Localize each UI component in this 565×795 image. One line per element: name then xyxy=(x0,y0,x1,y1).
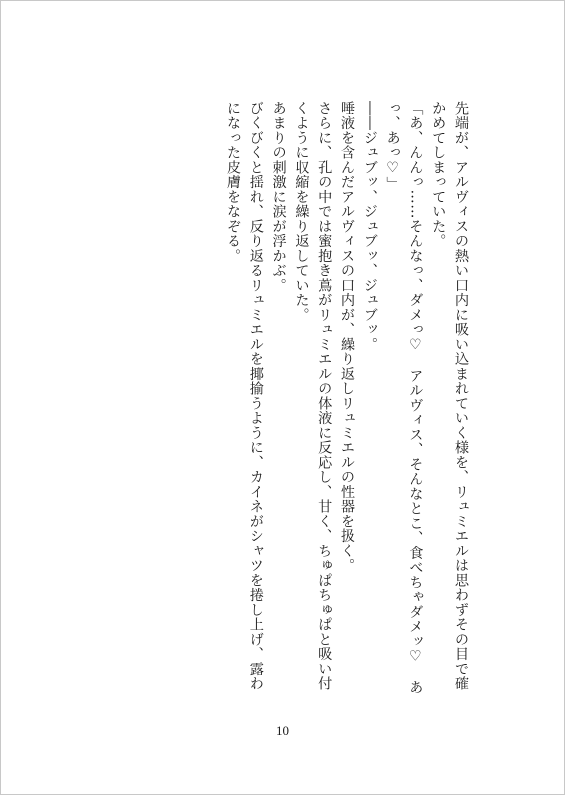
text-line: ――ジュブッ、ジュブッ、ジュブッ。 xyxy=(361,101,378,352)
vertical-text-body xyxy=(221,101,472,701)
text-line: 先端が、アルヴィスの熱い口内に吸い込まれていく様を、リュミエルは思わずその目で確 xyxy=(453,101,469,691)
text-line: かめてしまっていた。 xyxy=(430,101,447,249)
text-line: びくびくと揺れ、反り返るリュミエルを揶揄うように、カイネがシャツを捲し上げ、露わ xyxy=(247,101,264,691)
text-line: さらに、孔の中では蜜抱き蔦がリュミエルの体液に反応し、甘く、ちゅぱちゅぱと吸い付 xyxy=(316,101,333,691)
text-line: くように収縮を繰り返していた。 xyxy=(293,101,310,323)
page-number: 10 xyxy=(276,723,289,738)
text-line: 唾液を含んだアルヴィスの口内が、繰り返しリュミエルの性器を扱く。 xyxy=(339,101,356,573)
text-line: あまりの刺激に涙が浮かぶ。 xyxy=(270,101,287,293)
text-line: 「あ、んんっ……そんなっ、ダメっ♡ アルヴィス、そんなとこ、食べちゃダメッ♡ あ xyxy=(407,101,424,695)
text-line: になった皮膚をなぞる。 xyxy=(225,101,242,264)
text-line: っ、あっ♡」 xyxy=(384,101,401,192)
